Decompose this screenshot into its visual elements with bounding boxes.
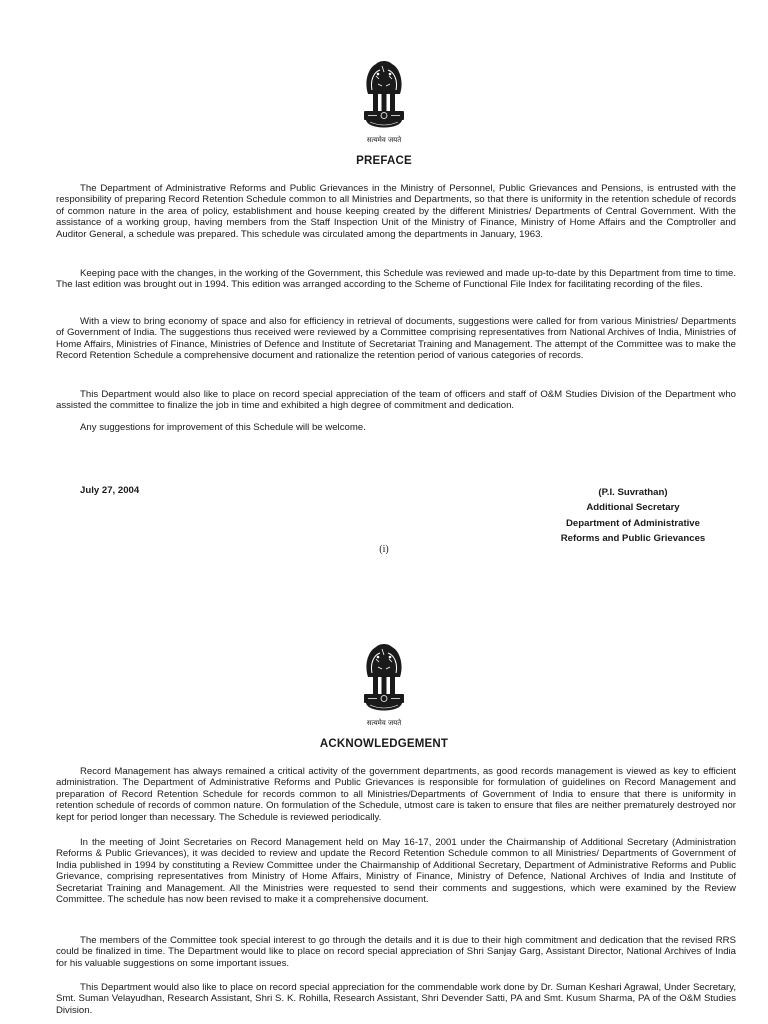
preface-heading: PREFACE (356, 155, 412, 167)
preface-paragraph-4: This Department would also like to place on record special appreciation of the team of officers and staff of O&M Studies Division of the Department who assisted the committee to finalize the job in time and exhibited a high degree of commitment and dedication. (56, 389, 736, 412)
state-emblem-logo-2 (358, 637, 410, 729)
preface-paragraph-2: Keeping pace with the changes, in the working of the Government, this Schedule was reviewed and made up-to-date by this Department from time to time. The last edition was brought out in 1994. This edition was arranged according to the Scheme of Functional File Index for facilitating recording of the files. (56, 268, 736, 291)
signatory-department-line2: Reforms and Public Grievances (560, 532, 706, 544)
svg-text:सत्यमेव जयते: सत्यमेव जयते (366, 719, 402, 727)
signatory-name: (P.I. Suvrathan) (598, 487, 668, 498)
preface-paragraph-3: With a view to bring economy of space and also for efficiency in retrieval of documents, suggestions were called for from various Ministries/ Departments of Government of India. The suggestions thus received were reviewed by a Committee comprising representatives from National Archives of India, Ministries of Home Affairs, Ministries of Finance, Ministries of Defence and Institute of Secretariat Training and Management. The attempt of the Committee was to make the Record Retention Schedule a comprehensive document and rationalize the retention period of various categories of records. (56, 316, 736, 362)
preface-paragraph-5: Any suggestions for improvement of this Schedule will be welcome. (80, 422, 366, 433)
page-number: (i) (379, 544, 389, 555)
state-emblem-logo (358, 54, 410, 146)
acknowledgement-paragraph-1: Record Management has always remained a critical activity of the government departments, as good records management is viewed as key to efficient administration. The Department of Administrative Reforms and Public Grievances is responsible for formulation of guidelines on Record Management and preparation of Record Retention Schedule for records common to all Ministries/Departments of Government of India to ensure that there is uniformity in retention schedule of records of common nature. On formulation of the Schedule, utmost care is taken to ensure that files are neither prematurely destroyed nor kept for period longer than necessary. The Schedule is reviewed periodically. (56, 766, 736, 823)
signature-block (520, 485, 746, 546)
signatory-title: Additional Secretary (586, 502, 680, 514)
acknowledgement-paragraph-4: This Department would also like to place on record special appreciation for the commendable work done by Dr. Suman Keshari Agrawal, Under Secretary, Smt. Suman Velayudhan, Research Assistant, Shri S. K. Rohilla, Research Assistant, Shri Devender Satti, PA and Smt. Kusum Sharma, PA of the O&M Studies Division. (56, 982, 736, 1016)
acknowledgement-paragraph-2: In the meeting of Joint Secretaries on Record Management held on May 16-17, 2001 under the Chairmanship of Additional Secretary (Administration Reforms & Public Grievances), it was decided to review and update the Record Retention Schedule common to all Ministries/ Departments of Government of India published in 1994 by constituting a Review Committee under the Chairmanship of Additional Secretary, Department of Administrative Reforms and Public Grievance, comprising representatives from Ministry of Home Affairs, Ministry of Finance, Ministry of Defence, National Archives of India and Institute of Secretariat Training and Management. All the Ministries were requested to send their comments and suggestions, which were examined by the Review Committee. The schedule has now been revised to make it a comprehensive document. (56, 837, 736, 906)
acknowledgement-paragraph-3: The members of the Committee took special interest to go through the details and it is due to their high commitment and dedication that the revised RRS could be finalized in time. The Department would like to place on record special appreciation of Shri Sanjay Garg, Assistant Director, National Archives of India for his valuable suggestions on some important issues. (56, 935, 736, 969)
svg-text:सत्यमेव जयते: सत्यमेव जयते (366, 136, 402, 144)
preface-paragraph-1: The Department of Administrative Reforms and Public Grievances in the Ministry of Personnel, Public Grievances and Pensions, is entrusted with the responsibility of preparing Record Retention Schedule common to all Ministries and Departments, so that there is uniformity in the retention schedule of records of common nature in the area of policy, establishment and house keeping created by the different Ministries/ Departments of Central Government. With the assistance of a working group, having members from the Staff Inspection Unit of the Ministry of Finance, Ministry of Home Affairs and the Comptroller and Auditor General, a schedule was prepared. This schedule was circulated among the departments in January, 1963. (56, 183, 736, 240)
preface-date: July 27, 2004 (80, 485, 140, 496)
acknowledgement-heading: ACKNOWLEDGEMENT (319, 738, 449, 750)
signatory-department-line1: Department of Administrative (566, 517, 700, 529)
